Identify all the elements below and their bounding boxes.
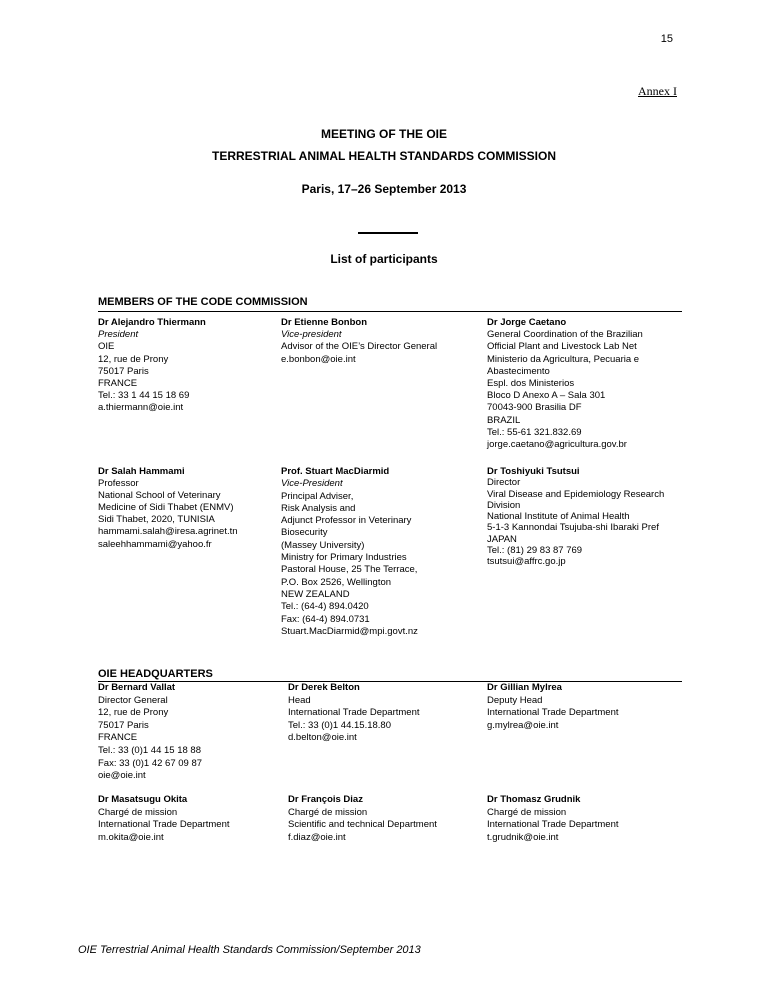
participant-line: Director	[487, 477, 521, 489]
section-code-commission: MEMBERS OF THE CODE COMMISSION	[98, 296, 308, 308]
staff-card	[487, 794, 677, 844]
staff-line: International Trade Department	[98, 819, 230, 831]
participant-email: jorge.caetano@agricultura.gov.br	[487, 439, 627, 451]
page-footer: OIE Terrestrial Animal Health Standards Commission/September 2013	[78, 944, 421, 956]
separator-rule	[358, 232, 418, 234]
participant-card	[281, 466, 471, 638]
staff-line: Deputy Head	[487, 694, 543, 706]
participant-line: General Coordination of the Brazilian	[487, 329, 643, 341]
participant-name: Dr Etienne Bonbon	[281, 317, 368, 328]
staff-email: oie@oie.int	[98, 770, 146, 782]
staff-name: Dr Thomasz Grudnik	[487, 794, 581, 805]
staff-name: Dr Bernard Vallat	[98, 682, 176, 693]
participant-line: FRANCE	[98, 378, 138, 390]
participant-line: Espl. dos Ministerios	[487, 378, 575, 390]
participant-line: 12, rue de Prony	[98, 353, 169, 365]
participant-line: P.O. Box 2526, Wellington	[281, 576, 392, 588]
participant-line: Ministerio da Agricultura, Pecuaria e	[487, 353, 640, 365]
title-line-1: MEETING OF THE OIE	[320, 127, 447, 141]
staff-line: FRANCE	[98, 732, 138, 744]
staff-email: t.grudnik@oie.int	[487, 831, 559, 843]
participant-line: National Institute of Animal Health	[487, 511, 630, 523]
staff-email: g.mylrea@oie.int	[487, 719, 559, 731]
staff-name: Dr Masatsugu Okita	[98, 794, 188, 805]
participant-card	[98, 317, 288, 415]
participant-phone: Tel.: 55-61 321.832.69	[487, 426, 582, 438]
staff-line: Scientific and technical Department	[288, 819, 437, 831]
staff-line: Chargé de mission	[98, 806, 178, 818]
participant-email: Stuart.MacDiarmid@mpi.govt.nz	[281, 625, 418, 637]
participant-line: Viral Disease and Epidemiology Research	[487, 488, 665, 500]
participant-card	[487, 466, 697, 568]
list-title: List of participants	[330, 252, 438, 266]
staff-line: Chargé de mission	[288, 806, 368, 818]
participant-line: Professor	[98, 478, 139, 490]
participant-name: Dr Alejandro Thiermann	[98, 317, 206, 328]
staff-name: Dr Gillian Mylrea	[487, 682, 562, 693]
staff-line: Director General	[98, 694, 168, 706]
staff-line: International Trade Department	[487, 819, 619, 831]
participant-role: Vice-president	[281, 329, 342, 341]
title-line-2: TERRESTRIAL ANIMAL HEALTH STANDARDS COMMISSION	[212, 149, 556, 163]
participant-line: Abastecimento	[487, 365, 550, 377]
participant-line: OIE	[98, 341, 115, 353]
participant-line: JAPAN	[487, 533, 517, 545]
staff-phone: Tel.: 33 (0)1 44 15 18 88	[98, 744, 201, 756]
participant-line: 5-1-3 Kannondai Tsujuba-shi Ibaraki Pref	[487, 522, 659, 534]
participant-line: Principal Adviser,	[281, 490, 354, 502]
participant-line: BRAZIL	[487, 414, 521, 426]
participant-name: Dr Jorge Caetano	[487, 317, 567, 328]
participant-line: National School of Veterinary	[98, 490, 221, 502]
staff-card	[98, 682, 288, 783]
staff-fax: Fax: 33 (0)1 42 67 09 87	[98, 757, 203, 769]
participant-line: 75017 Paris	[98, 365, 149, 377]
staff-card	[98, 794, 288, 844]
page-number: 15	[660, 33, 673, 45]
participant-name: Dr Toshiyuki Tsutsui	[487, 466, 580, 477]
participant-line: (Massey University)	[281, 539, 365, 551]
participant-line: NEW ZEALAND	[281, 588, 350, 600]
participant-line: Sidi Thabet, 2020, TUNISIA	[98, 514, 215, 526]
staff-name: Dr François Diaz	[288, 794, 363, 805]
participant-phone: Tel.: (81) 29 83 87 769	[487, 545, 583, 557]
staff-line: 12, rue de Prony	[98, 707, 169, 719]
participant-name: Prof. Stuart MacDiarmid	[281, 466, 390, 477]
staff-card	[288, 794, 478, 844]
staff-phone: Tel.: 33 (0)1 44.15.18.80	[288, 719, 391, 731]
staff-card	[487, 682, 677, 732]
staff-email: d.belton@oie.int	[288, 732, 357, 744]
section-rule	[98, 311, 682, 312]
participant-line: Official Plant and Livestock Lab Net	[487, 341, 637, 353]
participant-line: 70043-900 Brasilia DF	[487, 402, 582, 414]
section-headquarters: OIE HEADQUARTERS	[98, 668, 213, 680]
participant-name: Dr Salah Hammami	[98, 466, 185, 477]
participant-fax: Fax: (64-4) 894.0731	[281, 613, 370, 625]
participant-phone: Tel.: 33 1 44 15 18 69	[98, 390, 190, 402]
participant-email: saleehhammami@yahoo.fr	[98, 538, 212, 550]
participant-line: Pastoral House, 25 The Terrace,	[281, 564, 418, 576]
participant-email: e.bonbon@oie.int	[281, 353, 356, 365]
participant-card	[98, 466, 288, 551]
staff-line: Chargé de mission	[487, 806, 567, 818]
staff-card	[288, 682, 478, 745]
participant-line: Advisor of the OIE’s Director General	[281, 341, 438, 353]
staff-line: 75017 Paris	[98, 719, 149, 731]
annex-label: Annex I	[638, 84, 677, 98]
participant-line: Biosecurity	[281, 527, 328, 539]
participant-line: Ministry for Primary Industries	[281, 552, 407, 564]
participant-role: President	[98, 329, 139, 341]
participant-line: Adjunct Professor in Veterinary	[281, 515, 412, 527]
participant-role: Vice-President	[281, 478, 343, 490]
participant-card	[281, 317, 471, 366]
participant-email: tsutsui@affrc.go.jp	[487, 556, 566, 568]
staff-email: m.okita@oie.int	[98, 831, 164, 843]
participant-email: a.thiermann@oie.int	[98, 402, 184, 414]
staff-email: f.diaz@oie.int	[288, 831, 346, 843]
participant-line: Medicine of Sidi Thabet (ENMV)	[98, 502, 234, 514]
meeting-date: Paris, 17–26 September 2013	[301, 182, 467, 196]
staff-line: International Trade Department	[288, 707, 420, 719]
participant-phone: Tel.: (64-4) 894.0420	[281, 601, 369, 613]
participant-line: Risk Analysis and	[281, 502, 356, 514]
participant-line: Division	[487, 499, 521, 511]
staff-name: Dr Derek Belton	[288, 682, 360, 693]
participant-card	[487, 317, 687, 451]
staff-line: International Trade Department	[487, 707, 619, 719]
staff-line: Head	[288, 694, 311, 706]
participant-email: hammami.salah@iresa.agrinet.tn	[98, 526, 238, 538]
participant-line: Bloco D Anexo A – Sala 301	[487, 390, 606, 402]
